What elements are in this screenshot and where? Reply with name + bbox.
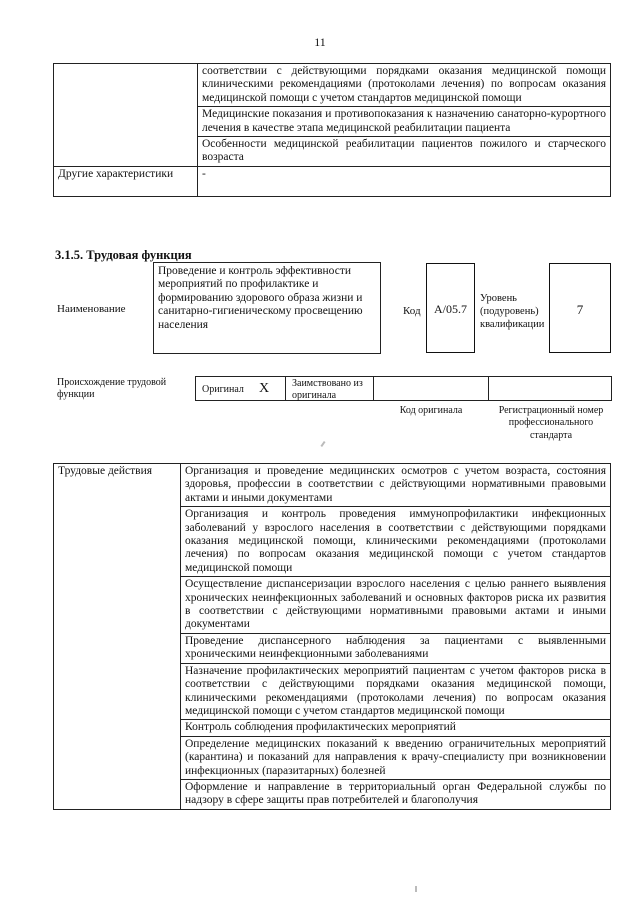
table-cell: - [198, 166, 611, 196]
code-value-box [426, 263, 475, 353]
action-cell: Осуществление диспансеризации взрослого населения с целью раннего выявления хронических неинфекционных заболеваний и основных факторов риска их развития в соответствии с действующими нормативными правовыми актами и иными документами [181, 577, 611, 634]
actions-label-cell: Трудовые действия [54, 464, 181, 810]
origin-label: Происхождение трудовой функции [57, 377, 167, 400]
actions-table [53, 463, 611, 810]
table-row [54, 166, 611, 196]
code-value: А/05.7 [434, 302, 467, 316]
original-box [195, 376, 286, 401]
original-label: Оригинал [202, 384, 244, 395]
table-label-cell: Другие характеристики [54, 166, 198, 196]
name-label: Наименование [57, 303, 126, 315]
level-value: 7 [576, 302, 584, 317]
top-table [53, 63, 611, 197]
action-cell: Определение медицинских показаний к введению ограничительных мероприятий (карантина) и показаний для направления к врачу-специалисту при возникновении инфекционных (паразитарных) болезней [181, 736, 611, 779]
original-mark: X [259, 381, 270, 396]
page-number: 11 [314, 35, 326, 49]
code-original-caption: Код оригинала [399, 405, 463, 416]
name-value-box [153, 262, 381, 354]
action-cell: Контроль соблюдения профилактических мероприятий [181, 720, 611, 736]
action-cell: Назначение профилактических мероприятий пациентам с учетом факторов риска в соответствии с действующими порядками оказания медицинской помощи, клиническими рекомендациями (протоколами лечения) по вопросам оказания медицинской помощи с учетом стандартов медицинской помощи [181, 663, 611, 720]
table-cell: Медицинские показания и противопоказания к назначению санаторно-курортного лечения в качестве этапа медицинской реабилитации пациента [198, 107, 611, 137]
table-label-cell [54, 64, 198, 167]
table-cell: Особенности медицинской реабилитации пациентов пожилого и старческого возраста [198, 137, 611, 167]
action-cell: Оформление и направление в территориальный орган Федеральной службы по надзору в сфере защиты прав потребителей и благополучия [181, 779, 611, 809]
scan-mark [415, 886, 417, 892]
reg-number-caption: Регистрационный номер профессионального стандарта [498, 405, 604, 441]
action-cell: Проведение диспансерного наблюдения за пациентами с выявленными хроническими неинфекционными заболеваниями [181, 633, 611, 663]
action-cell: Организация и проведение медицинских осмотров с учетом возраста, состояния здоровья, профессии в соответствии с действующими нормативными правовыми актами и иными документами [181, 464, 611, 507]
code-label: Код [403, 305, 421, 317]
section-heading: 3.1.5. Трудовая функция [55, 248, 192, 262]
action-cell: Организация и контроль проведения иммунопрофилактики инфекционных заболеваний у взрослого населения в соответствии с действующими порядками оказания медицинской помощи, клиническими рекомендациями (протоколами лечения) по вопросам оказания медицинской помощи с учетом стандартов медицинской помощи [181, 507, 611, 577]
level-label: Уровень (подуровень) квалификации [480, 293, 545, 330]
table-row [54, 64, 611, 107]
code-original-box [373, 376, 489, 401]
level-value-box [549, 263, 611, 353]
table-row [54, 464, 611, 507]
table-cell: соответствии с действующими порядками оказания медицинской помощи клиническими рекомендациями (протоколами лечения) по вопросам оказания медицинской помощи с учетом стандартов медицинской помощи [198, 64, 611, 107]
reg-number-box [488, 376, 612, 401]
borrowed-box [285, 376, 374, 401]
borrowed-label: Заимствовано из оригинала [292, 378, 363, 401]
scan-mark [320, 441, 325, 447]
name-value: Проведение и контроль эффективности мероприятий по профилактике и формированию здорового образа жизни и санитарно-гигиеническому просвещению населения [158, 265, 363, 331]
